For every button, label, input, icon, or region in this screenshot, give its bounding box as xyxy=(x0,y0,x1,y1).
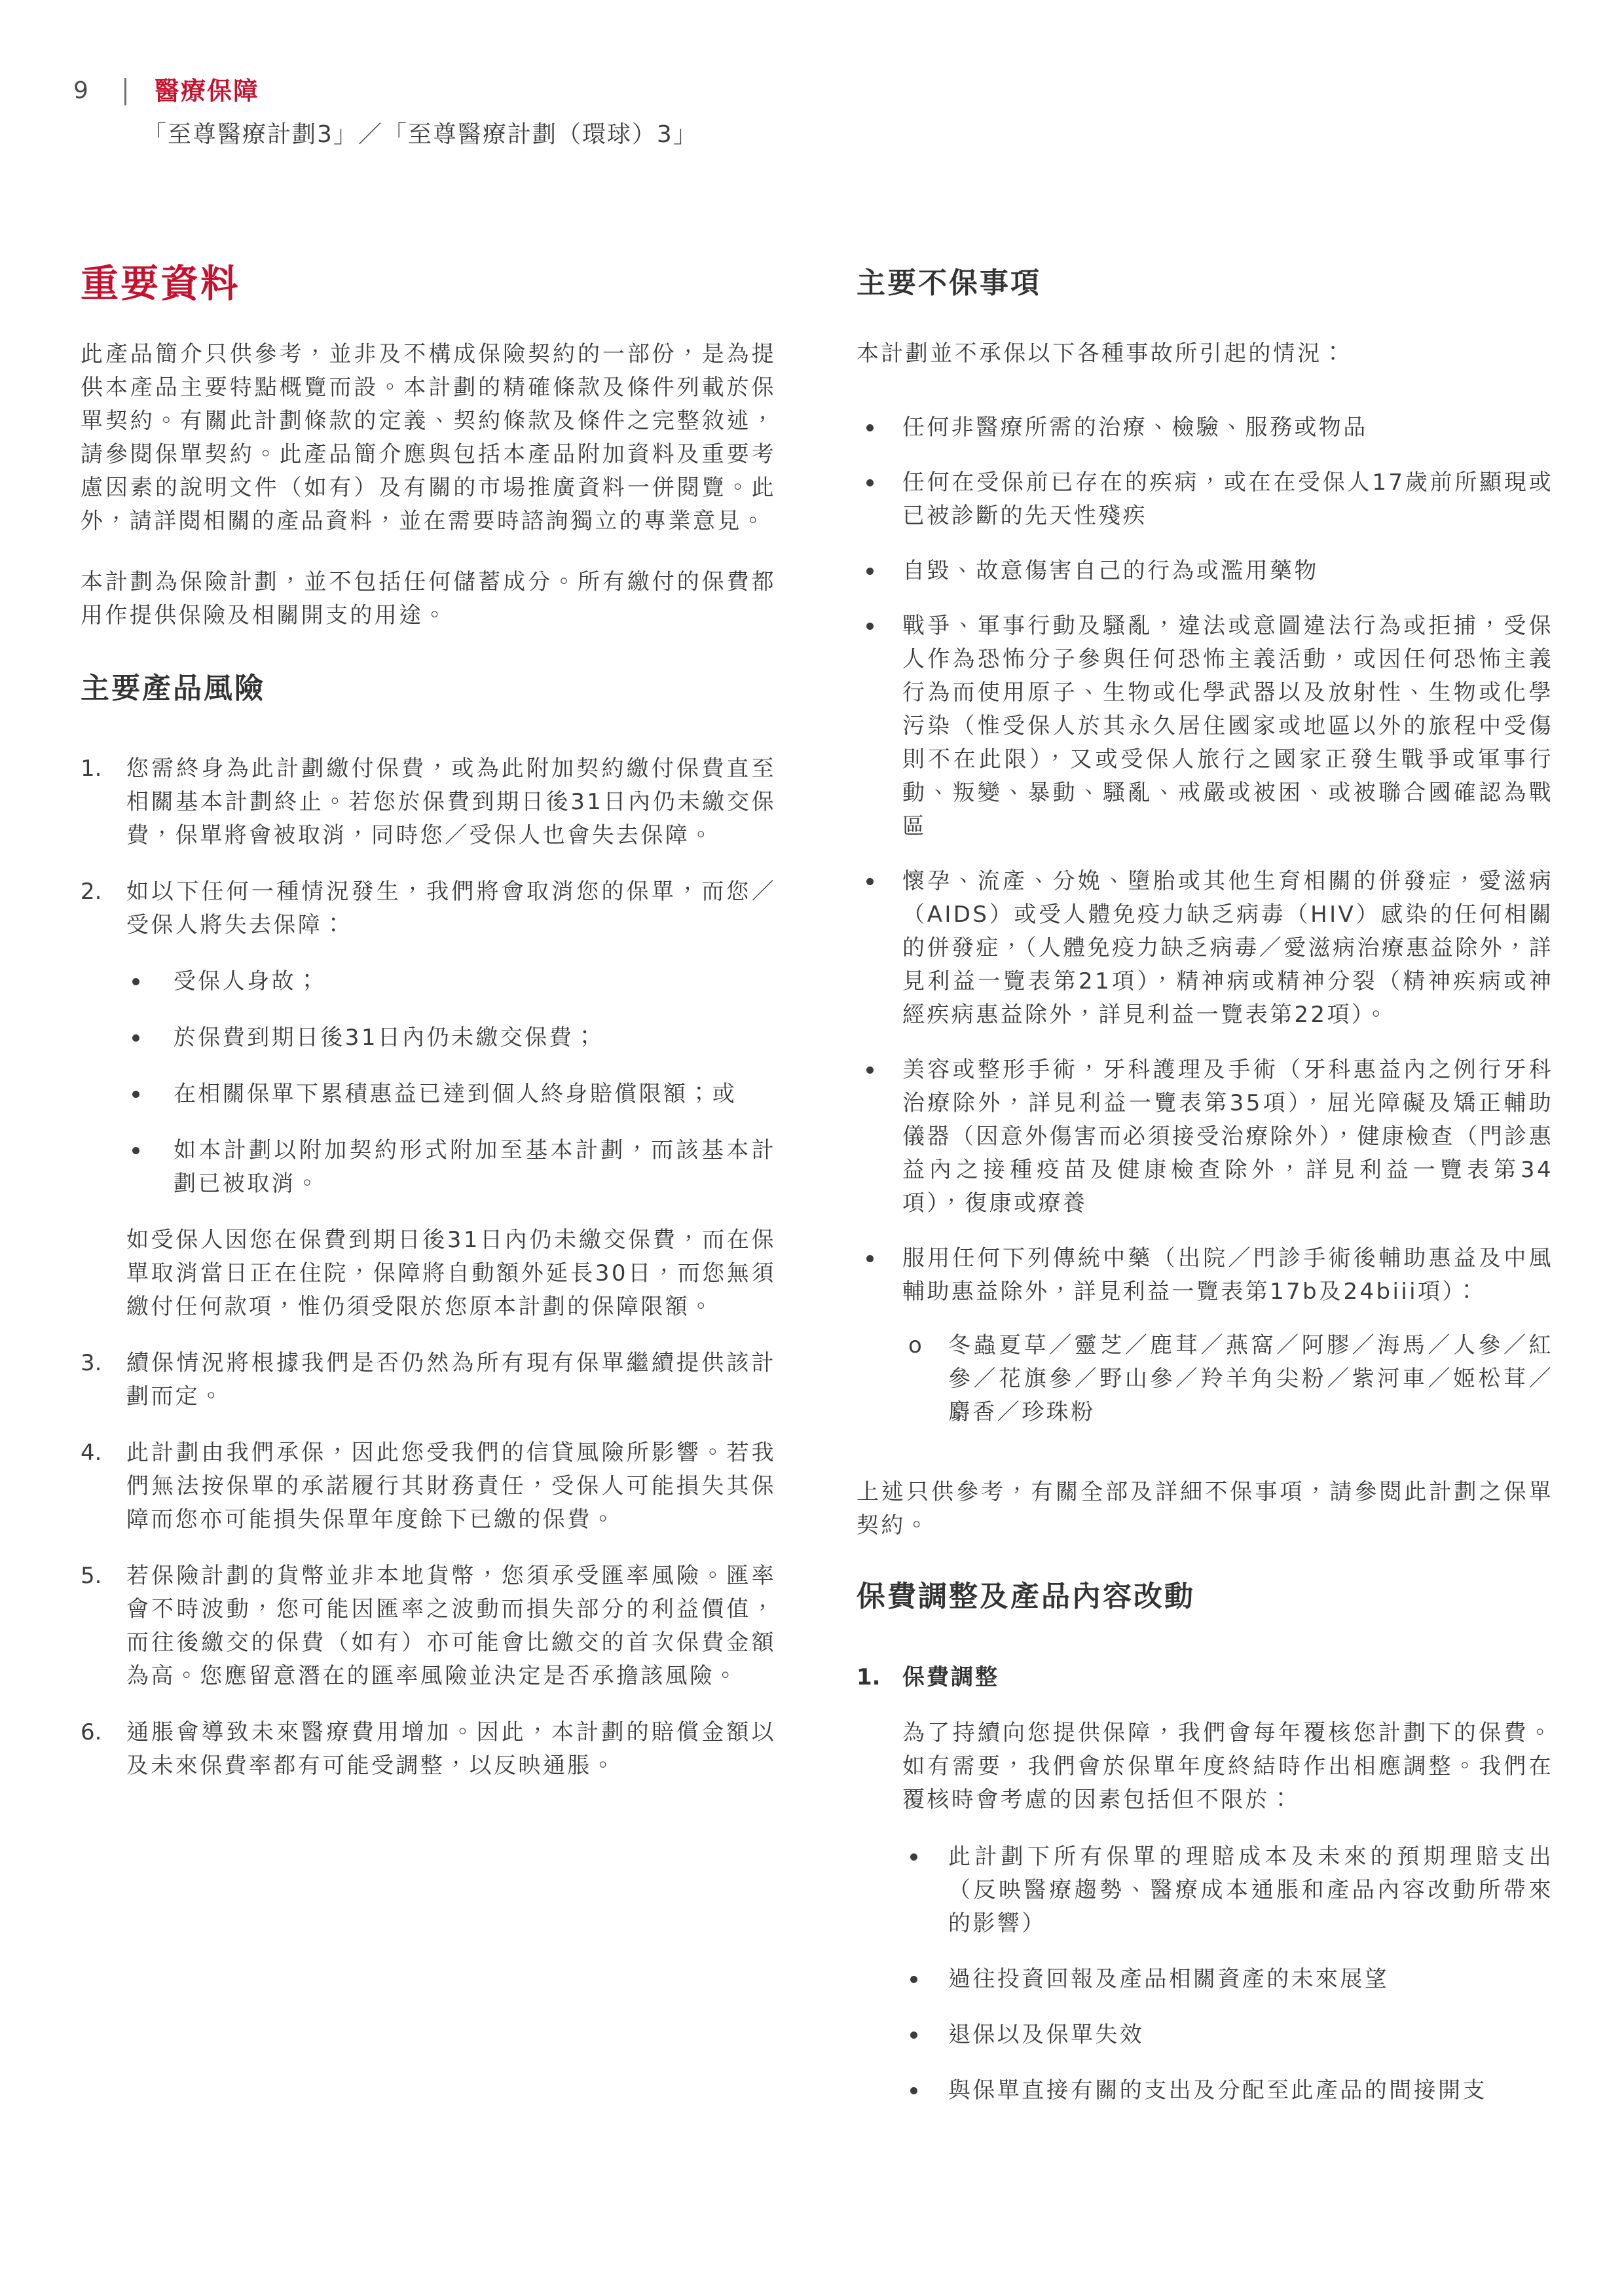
risk-number: 1. xyxy=(81,756,102,782)
premium-review-body xyxy=(857,1717,1553,2107)
premium-adjustment-heading: 保費調整及產品內容改動 xyxy=(857,1580,1195,1613)
page-number: 9 xyxy=(73,77,88,104)
sub-list-item-text: 冬蟲夏草／靈芝／鹿茸／燕窩／阿膠／海馬／人參／紅參／花旗參／野山參／羚羊角尖粉／紫河車／姬松茸／麝香／珍珠粉 xyxy=(948,1332,1553,1425)
list-item-text: 退保以及保單失效 xyxy=(948,2022,1145,2048)
bullet-dot-icon xyxy=(866,1255,874,1262)
bullet-dot-icon xyxy=(910,1853,917,1861)
risk-number: 3. xyxy=(81,1350,102,1376)
list-item xyxy=(902,1840,1553,1941)
bullet-dot-icon xyxy=(866,1066,874,1074)
risk-body xyxy=(126,875,776,1324)
list-item xyxy=(126,965,776,998)
risk-body xyxy=(126,1347,776,1413)
exclusion-text: 任何非醫療所需的治療、檢驗、服務或物品 xyxy=(902,414,1368,441)
premium-review-paragraph: 為了持續向您提供保障，我們會每年覆核您計劃下的保費。如有需要，我們會於保單年度終結時作出相應調整。我們在覆核時會考慮的因素包括但不限於： xyxy=(902,1720,1553,1813)
bullet-dot-icon xyxy=(910,1976,917,1983)
list-item-text: 受保人身故； xyxy=(174,968,321,994)
hospitalisation-extension-note: 如受保人因您在保費到期日後31日內仍未繳交保費，而在保單取消當日正在住院，保障將自動額外延長30日，而您無須繳付任何款項，惟仍須受限於您原本計劃的保障限額。 xyxy=(126,1227,776,1320)
exclusion-item xyxy=(857,466,1553,533)
premium-review-subsection-title xyxy=(857,1661,1553,1694)
risk-item xyxy=(81,1347,776,1413)
subsection-number: 1. xyxy=(857,1664,881,1690)
exclusion-item xyxy=(857,555,1553,588)
risk-text: 此計劃由我們承保，因此您受我們的信貸風險所影響。若我們無法按保單的承諾履行其財務責任，受保人可能損失其保障而您亦可能損失保單年度餘下已繳的保費。 xyxy=(126,1440,776,1533)
important-info-title: 重要資料 xyxy=(81,261,241,306)
left-column xyxy=(81,262,776,1783)
risk-number: 5. xyxy=(81,1563,102,1589)
exclusion-item xyxy=(857,411,1553,445)
bullet-dot-icon xyxy=(910,2032,917,2039)
risk-text: 您需終身為此計劃繳付保費，或為此附加契約繳付保費直至相關基本計劃終止。若您於保費到期日後31日內仍未繳交保費，保單將會被取消，同時您／受保人也會失去保障。 xyxy=(126,756,776,848)
risk-number: 4. xyxy=(81,1440,102,1466)
risk-item xyxy=(81,1559,776,1693)
bullet-dot-icon xyxy=(132,1034,139,1042)
exclusion-item xyxy=(857,865,1553,1032)
section-title: 醫療保障 xyxy=(155,77,260,105)
exclusions-intro: 本計劃並不承保以下各種事故所引起的情況： xyxy=(857,340,1346,367)
key-risks-list xyxy=(81,752,776,1783)
risk-body xyxy=(126,1559,776,1693)
plan-names-subtitle: 「至尊醫療計劃3」／「至尊醫療計劃（環球）3」 xyxy=(143,121,698,148)
right-column xyxy=(857,265,1553,2107)
exclusions-closing-note: 上述只供參考，有關全部及詳細不保事項，請參閱此計劃之保單契約。 xyxy=(857,1479,1553,1539)
list-item-text: 於保費到期日後31日內仍未繳交保費； xyxy=(174,1025,599,1051)
list-item-text: 與保單直接有關的支出及分配至此產品的間接開支 xyxy=(948,2077,1487,2104)
risk-number: 2. xyxy=(81,879,102,905)
review-factors-list xyxy=(902,1840,1553,2107)
risk-body xyxy=(126,752,776,852)
list-item-text: 如本計劃以附加契約形式附加至基本計劃，而該基本計劃已被取消。 xyxy=(174,1137,776,1197)
exclusions-heading: 主要不保事項 xyxy=(857,266,1041,300)
termination-conditions-list xyxy=(126,965,776,1201)
risk-number: 6. xyxy=(81,1719,102,1745)
list-item xyxy=(126,1021,776,1055)
exclusion-item xyxy=(857,1053,1553,1220)
risk-body xyxy=(126,1436,776,1537)
bullet-dot-icon xyxy=(910,2087,917,2094)
bullet-dot-icon xyxy=(866,424,874,431)
list-item xyxy=(126,1078,776,1111)
list-item xyxy=(902,1963,1553,1996)
exclusions-list xyxy=(857,411,1553,1429)
subsection-title: 保費調整 xyxy=(902,1664,999,1690)
risk-text: 若保險計劃的貨幣並非本地貨幣，您須承受匯率風險。匯率會不時波動，您可能因匯率之波動而損失部分的利益價值，而往後繳交的保費（如有）亦可能會比繳交的首次保費金額為高。您應留意潛在的匯率風險並決定是否承擔該風險。 xyxy=(126,1563,776,1689)
sub-list-item xyxy=(902,1329,1553,1429)
risk-text: 通脹會導致未來醫療費用增加。因此，本計劃的賠償金額以及未來保費率都有可能受調整，以反映通脹。 xyxy=(126,1719,776,1779)
no-savings-paragraph: 本計劃為保險計劃，並不包括任何儲蓄成分。所有繳付的保費都用作提供保險及相關開支的用途。 xyxy=(81,569,776,629)
list-item xyxy=(126,1134,776,1201)
chinese-medicine-sublist xyxy=(902,1329,1553,1429)
exclusion-text: 任何在受保前已存在的疾病，或在在受保人17歲前所顯現或已被診斷的先天性殘疾 xyxy=(902,469,1553,529)
risk-item xyxy=(81,1436,776,1537)
list-item-text: 過往投資回報及產品相關資產的未來展望 xyxy=(948,1966,1390,1992)
list-item-text: 此計劃下所有保單的理賠成本及未來的預期理賠支出（反映醫療趨勢、醫療成本通脹和產品內容改動所帶來的影響） xyxy=(948,1844,1553,1937)
bullet-dot-icon xyxy=(132,1147,139,1154)
sub-bullet-marker: o xyxy=(908,1332,922,1358)
risk-text: 續保情況將根據我們是否仍然為所有現有保單繼續提供該計劃而定。 xyxy=(126,1350,776,1410)
bullet-dot-icon xyxy=(132,978,139,985)
risk-item xyxy=(81,1716,776,1783)
bullet-dot-icon xyxy=(866,878,874,885)
exclusion-item xyxy=(857,610,1553,843)
list-item xyxy=(902,2018,1553,2052)
risk-text: 如以下任何一種情況發生，我們將會取消您的保單，而您／受保人將失去保障： xyxy=(126,879,776,938)
risk-item xyxy=(81,875,776,1324)
exclusion-text: 美容或整形手術，牙科護理及手術（牙科惠益內之例行牙科治療除外，詳見利益一覽表第35項），屈光障礙及矯正輔助儀器（因意外傷害而必須接受治療除外），健康檢查（門診惠益內之接種疫苗及健康檢查除外，詳見利益一覽表第34項），復康或療養 xyxy=(902,1057,1553,1216)
exclusion-text: 自毀、故意傷害自己的行為或濫用藥物 xyxy=(902,558,1319,584)
header-separator xyxy=(124,78,126,105)
exclusion-text: 服用任何下列傳統中藥（出院／門診手術後輔助惠益及中風輔助惠益除外，詳見利益一覽表第17b及24biii項）： xyxy=(902,1245,1553,1305)
exclusion-text: 戰爭、軍事行動及騷亂，違法或意圖違法行為或拒捕，受保人作為恐怖分子參與任何恐怖主義活動，或因任何恐怖主義行為而使用原子、生物或化學武器以及放射性、生物或化學污染（惟受保人於其永久居住國家或地區以外的旅程中受傷則不在此限），又或受保人旅行之國家正發生戰爭或軍事行動、叛變、暴動、騷亂、戒嚴或被困、或被聯合國確認為戰區 xyxy=(902,613,1553,839)
bullet-dot-icon xyxy=(866,568,874,575)
exclusion-text: 懷孕、流產、分娩、墮胎或其他生育相關的併發症，愛滋病（AIDS）或受人體免疫力缺乏病毒（HIV）感染的任何相關的併發症，（人體免疫力缺乏病毒／愛滋病治療惠益除外，詳見利益一覽表第21項），精神病或精神分裂（精神疾病或神經疾病惠益除外，詳見利益一覽表第22項）。 xyxy=(902,868,1553,1028)
bullet-dot-icon xyxy=(866,623,874,630)
risk-item xyxy=(81,752,776,852)
list-item-text: 在相關保單下累積惠益已達到個人終身賠償限額；或 xyxy=(174,1081,737,1107)
bullet-dot-icon xyxy=(132,1091,139,1098)
key-risks-heading: 主要產品風險 xyxy=(81,672,265,705)
disclaimer-paragraph: 此產品簡介只供參考，並非及不構成保險契約的一部份，是為提供本產品主要特點概覽而設。本計劃的精確條款及條件列載於保單契約。有關此計劃條款的定義、契約條款及條件之完整敘述，請參閱保單契約。此產品簡介應與包括本產品附加資料及重要考慮因素的說明文件（如有）及有關的市場推廣資料一併閱覽。此外，請詳閱相關的產品資料，並在需要時諮詢獨立的專業意見。 xyxy=(81,341,776,534)
bullet-dot-icon xyxy=(866,479,874,486)
risk-body xyxy=(126,1716,776,1783)
list-item xyxy=(902,2074,1553,2107)
exclusion-item xyxy=(857,1242,1553,1429)
